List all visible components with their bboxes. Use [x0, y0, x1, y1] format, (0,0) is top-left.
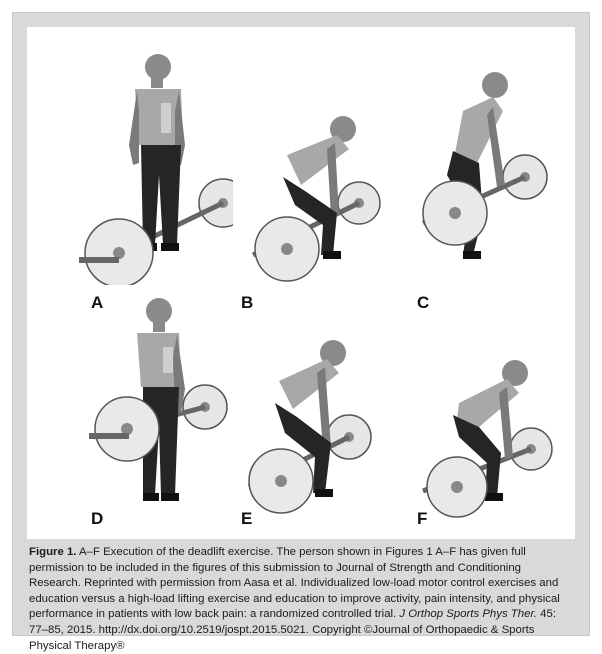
panel-d [63, 297, 233, 537]
caption-text-part-1: A–F Execution of the deadlift exercise. The person shown in Figures 1 A–F has given full permission to be included in the figures of this submission to Journal of Strength and Conditioning Research. Reprinted with permission from Aasa et al. Individualized low-load motor control exercises and education versus a high-load lifting exercise and education to improve activity, pain intensity, and physical performance in patients with low back pain: a randomized controlled trial. [29, 546, 560, 621]
panel-e [239, 297, 409, 537]
panel-letter-d: D [91, 509, 104, 528]
lifter-standing-photo [63, 45, 233, 285]
lifter-standing-photo [63, 297, 233, 537]
panel-letter-a: A [91, 293, 104, 312]
panel-c [407, 45, 577, 312]
panel-a [63, 45, 233, 312]
panel-letter-c: C [417, 293, 430, 312]
lifter-bar-at-knee-photo [407, 297, 577, 537]
figure-caption [29, 545, 575, 654]
caption-text-part-2: 45: 77–85, 2015. http://dx.doi.org/10.2519/jospt.2015.5021. Copyright ©Journal of Orthopaedic & Sports Physical Therapy® [29, 608, 556, 652]
figure-frame [12, 12, 590, 652]
photo-area [27, 27, 575, 539]
caption-journal: J Orthop Sports Phys Ther. [399, 608, 537, 621]
lifter-deep-squat-photo [239, 297, 409, 537]
panel-letter-f: F [417, 509, 428, 528]
lifter-deep-squat-photo [239, 45, 409, 285]
panel-f [407, 297, 577, 537]
lifter-bar-at-knee-photo [407, 45, 577, 285]
panel-letter-b: B [241, 293, 254, 312]
panel-b [239, 45, 409, 312]
panel-letter-e: E [241, 509, 253, 528]
caption-label: Figure 1. [29, 546, 77, 558]
